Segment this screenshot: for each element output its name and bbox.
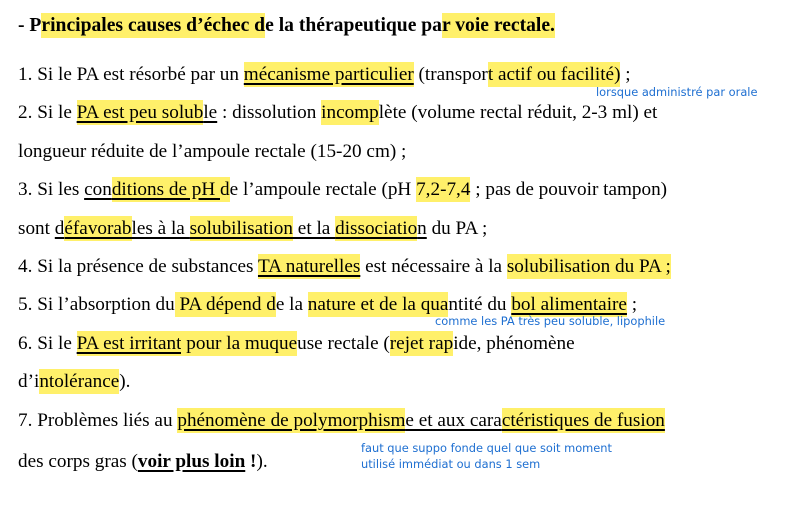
- item-6-c: pour la muque: [181, 333, 298, 354]
- item-6-f: ide, phénomène: [453, 333, 575, 354]
- item-6-a: 6. Si le: [18, 333, 77, 354]
- item-1: [18, 62, 631, 88]
- item-3b-c: éfavorab: [64, 218, 132, 239]
- item-4-a: 4. Si la présence de substances: [18, 256, 258, 277]
- item-5-g: ;: [626, 294, 638, 315]
- item-3b-h: n: [417, 218, 427, 239]
- item-6-e: rejet rap: [389, 333, 454, 354]
- item-7-continued: [18, 449, 268, 475]
- item-1-a: 1. Si le PA est résorbé par un: [18, 64, 244, 85]
- item-3-d: d: [220, 179, 230, 200]
- item-3-f: 7,2-7,4: [416, 179, 471, 200]
- title-mid: e la thérapeutique pa: [265, 15, 442, 36]
- item-3b-g: dissociatio: [335, 218, 418, 239]
- item-7b-d: ).: [256, 451, 268, 472]
- item-5-c: e la: [275, 294, 308, 315]
- title-prefix: - P: [18, 15, 42, 36]
- item-5-a: 5. Si l’absorption du: [18, 294, 175, 315]
- item-6-b: PA est irritant: [76, 333, 182, 354]
- item-1-d: t actif ou facilité): [487, 64, 621, 85]
- title-highlight-2: r voie rectale.: [441, 15, 555, 36]
- annotation-lipophile: comme les PA très peu soluble, lipophile: [435, 314, 666, 328]
- item-7b-a: des corps gras (: [18, 451, 138, 472]
- item-5-e: ntité du: [448, 294, 512, 315]
- title-highlight-1: rincipales causes d’échec d: [41, 15, 266, 36]
- item-3b-d: les à la: [131, 218, 190, 239]
- item-2: [18, 100, 657, 126]
- item-3b-e: solubilisation: [189, 218, 293, 239]
- item-4-c: est nécessaire à la: [360, 256, 507, 277]
- item-7-a: 7. Problèmes liés au: [18, 410, 178, 431]
- item-3-b: con: [84, 179, 112, 200]
- item-5-f: bol alimentaire: [511, 294, 627, 315]
- item-3b-i: du PA ;: [426, 218, 488, 239]
- item-6-d: use rectale (: [297, 333, 390, 354]
- item-2-e: incomp: [321, 102, 379, 123]
- item-6-continued: [18, 369, 130, 395]
- item-1-c: (transpor: [413, 64, 488, 85]
- item-3-a: 3. Si les: [18, 179, 85, 200]
- item-3-g: ; pas de pouvoir tampon): [470, 179, 668, 200]
- item-5-d: nature et de la qua: [307, 294, 449, 315]
- item-2-a: 2. Si le: [18, 102, 77, 123]
- item-5-b: PA dépend d: [174, 294, 276, 315]
- item-3-e: e l’ampoule rectale (pH: [229, 179, 417, 200]
- annotation-oral: lorsque administré par orale: [596, 85, 758, 99]
- item-4-b: TA naturelles: [257, 256, 361, 277]
- item-3: [18, 177, 667, 203]
- item-7-d: ctéristiques de fusion: [501, 410, 665, 431]
- item-3b-f: et la: [293, 218, 336, 239]
- item-6b-a: d’i: [18, 371, 40, 392]
- item-2-d: : dissolution: [217, 102, 322, 123]
- item-6: [18, 331, 575, 357]
- item-6b-b: ntolérance: [39, 371, 120, 392]
- item-3-c: ditions de pH: [111, 179, 221, 200]
- item-4: [18, 254, 671, 280]
- annotation-suppo-2: utilisé immédiat ou dans 1 sem: [361, 457, 541, 471]
- annotation-suppo-1: faut que suppo fonde quel que soit moment: [361, 441, 612, 455]
- item-7-b: phénomène de polymorphism: [177, 410, 406, 431]
- item-4-d: solubilisation du PA ;: [506, 256, 671, 277]
- item-3b-a: sont: [18, 218, 55, 239]
- item-3-continued: [18, 216, 487, 242]
- item-1-e: ;: [620, 64, 631, 85]
- item-1-b: mécanisme particulier: [243, 64, 414, 85]
- item-7: [18, 408, 665, 434]
- item-7b-c: !: [245, 451, 257, 472]
- item-2-b: PA est peu solub: [76, 102, 204, 123]
- item-2-c: le: [203, 102, 218, 123]
- item-3b-b: d: [54, 218, 65, 239]
- item-2-f: lète (volume rectal réduit, 2-3 ml) et: [378, 102, 658, 123]
- item-7-c: e et aux cara: [405, 410, 502, 431]
- item-2-continued: longueur réduite de l’ampoule rectale (15-20 cm) ;: [18, 141, 407, 162]
- section-title: [18, 13, 555, 39]
- item-6b-c: ).: [119, 371, 131, 392]
- see-further-link: voir plus loin: [137, 451, 246, 472]
